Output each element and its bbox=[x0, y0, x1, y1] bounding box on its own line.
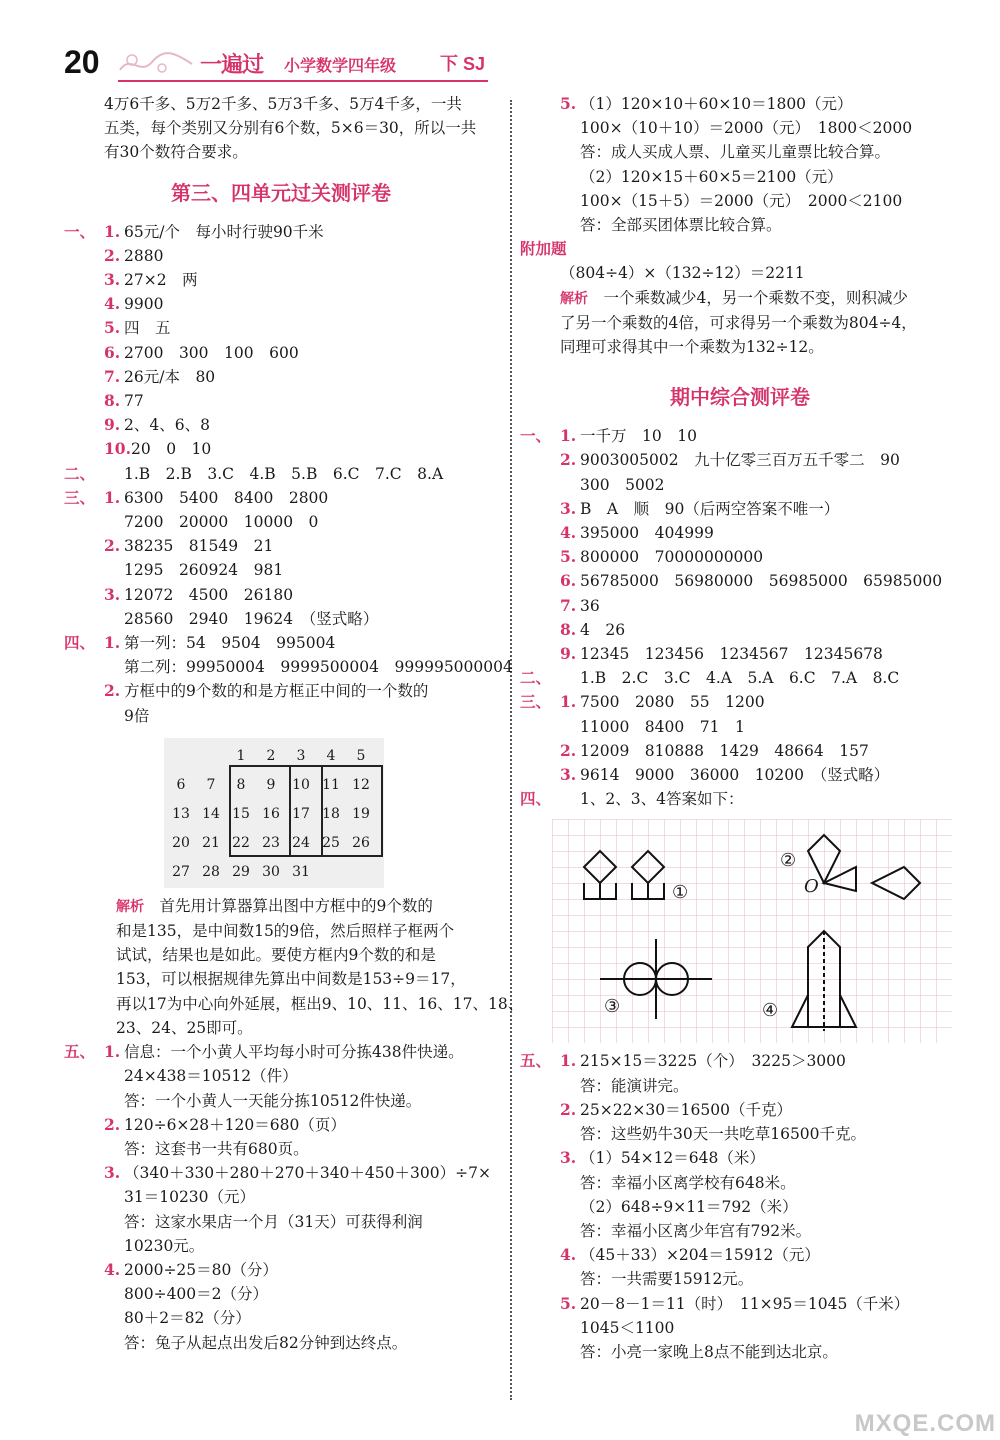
answer-text: 9614 9000 36000 10200 （竖式略） bbox=[580, 766, 890, 785]
extra-answer: （804÷4）×（132÷12）＝2211 bbox=[560, 264, 805, 283]
text-line: 23、24、25即可。 bbox=[116, 1018, 253, 1037]
answer-text: B A 顺 90（后两空答案不唯一） bbox=[580, 499, 840, 518]
edition-tag: 下 SJ bbox=[440, 54, 486, 74]
grid-number: 10 bbox=[292, 776, 310, 793]
grid-number: 21 bbox=[202, 834, 220, 851]
answer-list bbox=[64, 220, 513, 728]
question-number: 2. bbox=[104, 1114, 121, 1134]
answer-text: 2880 bbox=[124, 246, 164, 265]
grid-number: 3 bbox=[296, 747, 306, 764]
question-number: 3. bbox=[560, 765, 577, 785]
answer-line bbox=[520, 666, 960, 690]
section-title: 第三、四单元过关测评卷 bbox=[171, 180, 391, 205]
part-marker: 二、 bbox=[520, 668, 552, 688]
question-number: 1. bbox=[104, 221, 121, 241]
answer-text: 800÷400＝2（分） bbox=[124, 1285, 269, 1304]
grid-number: 16 bbox=[262, 805, 280, 822]
answer-text: 2700 300 100 600 bbox=[124, 343, 299, 362]
text-line: 4万6千多、5万2千多、5万3千多、5万4千多，一共 bbox=[104, 95, 462, 113]
answer-list-2 bbox=[520, 424, 960, 811]
answer-line bbox=[520, 1074, 960, 1098]
answer-text: 答：一个小黄人一天能分拣10512件快递。 bbox=[124, 1091, 422, 1110]
answer-text: 7200 20000 10000 0 bbox=[124, 513, 319, 532]
grid-number: 9 bbox=[266, 776, 276, 793]
text-line: 和是135，是中间数15的9倍，然后照样子框两个 bbox=[116, 922, 455, 941]
answer-line bbox=[520, 545, 960, 569]
answer-line bbox=[520, 140, 960, 164]
answer-text: 20－8－1＝11（时） 11×95＝1045（千米） bbox=[580, 1294, 910, 1313]
grid-number: 14 bbox=[202, 805, 220, 822]
part-marker: 四、 bbox=[520, 789, 552, 809]
answer-text: 答：成人买成人票、儿童买儿童票比较合算。 bbox=[580, 143, 891, 162]
answer-line bbox=[520, 690, 960, 714]
question-number: 4. bbox=[104, 1259, 121, 1279]
grid-number: 24 bbox=[292, 834, 310, 851]
grid-number: 18 bbox=[322, 805, 340, 822]
answer-text: 答：兔子从起点出发后82分钟到达终点。 bbox=[124, 1333, 408, 1352]
answer-line bbox=[64, 1331, 498, 1355]
grid-number: 19 bbox=[352, 805, 370, 822]
answer-text: 395000 404999 bbox=[580, 524, 714, 543]
answer-line bbox=[520, 1243, 960, 1267]
part-marker: 三、 bbox=[520, 692, 552, 712]
answer-text: 215×15＝3225（个） 3225＞3000 bbox=[580, 1052, 846, 1071]
grid-number: 20 bbox=[172, 834, 190, 851]
answer-line bbox=[64, 1089, 498, 1113]
grid-number: 27 bbox=[172, 863, 190, 880]
answer-text: 答：这家水果店一个月（31天）可获得利润 bbox=[124, 1212, 423, 1231]
answer-line bbox=[520, 642, 960, 666]
answer-text: 300 5002 bbox=[580, 475, 665, 494]
answer-line bbox=[64, 655, 513, 679]
question-number: 8. bbox=[560, 619, 577, 639]
answer-text: 77 bbox=[124, 392, 144, 411]
question-number: 6. bbox=[560, 571, 577, 591]
answer-list-3 bbox=[520, 1049, 960, 1364]
grid-number: 23 bbox=[262, 834, 280, 851]
analysis-block bbox=[520, 286, 960, 360]
grid-number: 1 bbox=[236, 747, 246, 764]
grid-number: 5 bbox=[356, 747, 366, 764]
figure-label: ② bbox=[780, 850, 797, 872]
answer-line bbox=[520, 1195, 960, 1219]
grid-number: 4 bbox=[326, 747, 336, 764]
answer-text: 第一列：54 9504 995004 bbox=[124, 634, 336, 653]
answer-text: 11000 8400 71 1 bbox=[580, 717, 745, 736]
answer-line bbox=[520, 739, 960, 763]
answer-line bbox=[64, 486, 498, 510]
question-number: 1. bbox=[560, 692, 577, 712]
analysis-tag: 解析 bbox=[560, 290, 588, 307]
grid-number: 28 bbox=[202, 863, 220, 880]
answer-text: 答：小亮一家晚上8点不能到达北京。 bbox=[580, 1342, 838, 1361]
answer-line bbox=[520, 424, 960, 448]
answer-text: 28560 2940 19624 （竖式略） bbox=[124, 609, 379, 628]
answer-text: 答：幸福小区离少年宫有792米。 bbox=[580, 1221, 812, 1240]
intro-block bbox=[64, 92, 498, 165]
question-number: 3. bbox=[104, 270, 121, 290]
answer-text: 信息：一个小黄人平均每小时可分拣438件快递。 bbox=[124, 1043, 464, 1062]
answer-line bbox=[520, 1122, 960, 1146]
answer-line bbox=[520, 569, 960, 593]
question-number: 5. bbox=[560, 1293, 577, 1313]
question-number: 1. bbox=[560, 426, 577, 446]
answer-text: 9003005002 九十亿零三百万五千零二 90 bbox=[580, 451, 900, 470]
answer-line bbox=[64, 679, 498, 703]
page-number: 20 bbox=[64, 44, 100, 80]
grid-number: 29 bbox=[232, 863, 250, 880]
answer-line bbox=[520, 1146, 960, 1170]
answer-text: 26元/本 80 bbox=[124, 367, 216, 386]
answer-line bbox=[64, 292, 498, 316]
question-number: 3. bbox=[560, 1148, 577, 1168]
subject-title: 小学数学四年级 bbox=[284, 56, 397, 75]
answer-text: 56785000 56980000 56985000 65985000 bbox=[580, 572, 943, 591]
answer-text: 1295 260924 981 bbox=[124, 561, 284, 580]
question-number: 1. bbox=[560, 1051, 577, 1071]
answer-line bbox=[520, 213, 960, 237]
answer-text: 38235 81549 21 bbox=[124, 537, 274, 556]
answer-line bbox=[520, 92, 960, 116]
answer-list-2 bbox=[64, 1040, 498, 1355]
answer-line bbox=[520, 618, 960, 642]
question-number: 2. bbox=[104, 245, 121, 265]
grid-number: 25 bbox=[322, 834, 340, 851]
answer-line bbox=[64, 1258, 498, 1282]
answer-text: 20 0 10 bbox=[130, 440, 212, 459]
answer-line bbox=[520, 763, 960, 787]
answer-text: 12345 123456 1234567 12345678 bbox=[580, 645, 883, 664]
answer-line bbox=[64, 1161, 498, 1185]
question-number: 5. bbox=[560, 547, 577, 567]
answer-line bbox=[520, 1098, 960, 1122]
section-title: 期中综合测评卷 bbox=[670, 385, 810, 410]
answer-line bbox=[64, 1137, 498, 1161]
answer-text: 100×（15＋5）＝2000（元） 2000＜2100 bbox=[580, 191, 903, 210]
grid-number: 7 bbox=[206, 776, 216, 793]
page-header bbox=[0, 0, 1000, 90]
answer-line bbox=[520, 1340, 960, 1364]
answer-text: 27×2 两 bbox=[124, 271, 198, 290]
answer-text: 答：一共需要15912元。 bbox=[580, 1270, 754, 1289]
grid-number: 17 bbox=[292, 805, 310, 822]
question-number: 2. bbox=[104, 681, 121, 701]
question-number: 1. bbox=[104, 1042, 121, 1062]
text-line: 首先用计算器算出图中方框中的9个数的 bbox=[159, 896, 433, 915]
extra-title: 附加题 bbox=[520, 240, 567, 259]
answer-text: 答：这些奶牛30天一共吃草16500千克。 bbox=[580, 1125, 867, 1144]
question-number: 7. bbox=[560, 595, 577, 615]
answer-text: 答：这套书一共有680页。 bbox=[124, 1139, 309, 1158]
question-number: 6. bbox=[104, 342, 121, 362]
answer-line bbox=[64, 607, 498, 631]
answer-line bbox=[64, 1064, 498, 1088]
answer-text: 方框中的9个数的和是方框正中间的一个数的 bbox=[124, 682, 429, 701]
decoration-icon bbox=[118, 46, 196, 80]
analysis-block bbox=[64, 894, 524, 1040]
answer-text: 36 bbox=[580, 596, 600, 615]
answer-text: 1.B 2.B 3.C 4.B 5.B 6.C 7.C 8.A bbox=[124, 464, 444, 483]
answer-line bbox=[520, 165, 960, 189]
answer-text: （340＋330＋280＋270＋340＋450＋300）÷7× bbox=[124, 1164, 491, 1183]
figure-label: O bbox=[804, 876, 819, 898]
text-line: 再以17为中心向外延展，框出9、10、11、16、17、18、 bbox=[116, 994, 524, 1013]
answer-text: 答：能演讲完。 bbox=[580, 1076, 689, 1095]
answer-text: 65元/个 每小时行驶90千米 bbox=[124, 222, 324, 241]
grid-number: 31 bbox=[292, 863, 310, 880]
answer-text: 100×（10＋10）＝2000（元） 1800＜2000 bbox=[580, 119, 913, 138]
answer-line bbox=[64, 1282, 498, 1306]
figure-label: ④ bbox=[762, 1000, 779, 1022]
part-marker: 一、 bbox=[64, 221, 96, 241]
answer-text: 四 五 bbox=[124, 319, 171, 338]
grid-number: 30 bbox=[262, 863, 280, 880]
answer-text: （45＋33）×204＝15912（元） bbox=[580, 1246, 820, 1265]
answer-line bbox=[64, 1210, 498, 1234]
part-marker: 四、 bbox=[64, 633, 96, 653]
answer-text: 1045＜1100 bbox=[580, 1318, 675, 1337]
answer-text: （1）120×10＋60×10＝1800（元） bbox=[580, 95, 853, 113]
question-number: 5. bbox=[560, 94, 577, 113]
question-number: 5. bbox=[104, 318, 121, 338]
answer-line bbox=[64, 704, 498, 728]
part-marker: 二、 bbox=[64, 463, 96, 483]
answer-line bbox=[64, 534, 498, 558]
answer-line bbox=[520, 787, 960, 811]
answer-text: 800000 70000000000 bbox=[580, 548, 764, 567]
text-line: 五类，每个类别又分别有6个数，5×6＝30，所以一共 bbox=[104, 119, 477, 138]
question-number: 2. bbox=[560, 1099, 577, 1119]
answer-text: （2）120×15＋60×5＝2100（元） bbox=[580, 167, 843, 186]
answer-text: 一千万 10 10 bbox=[580, 427, 697, 446]
question-number: 2. bbox=[560, 740, 577, 760]
grid-number: 11 bbox=[322, 776, 340, 793]
question-number: 3. bbox=[104, 584, 121, 604]
text-line: 了另一个乘数的4倍，可求得另一个乘数为804÷4， bbox=[560, 313, 917, 332]
question-number: 9. bbox=[560, 644, 577, 664]
answer-line bbox=[64, 268, 498, 292]
analysis-tag: 解析 bbox=[116, 898, 144, 915]
answer-text: 120÷6×28＋120＝680（页） bbox=[124, 1115, 346, 1134]
answer-line bbox=[64, 510, 498, 534]
grid-number: 15 bbox=[232, 805, 250, 822]
answer-line bbox=[520, 1171, 960, 1195]
question-number: 8. bbox=[104, 391, 121, 411]
question-number: 2. bbox=[104, 536, 121, 556]
grid-number: 6 bbox=[176, 776, 186, 793]
answer-line bbox=[64, 341, 498, 365]
text-line: 试试，结果也是如此。要使方框内9个数的和是 bbox=[116, 946, 436, 965]
answer-line bbox=[520, 1316, 960, 1340]
grid-number: 2 bbox=[266, 747, 276, 764]
grid-number: 12 bbox=[352, 776, 370, 793]
answer-text: 25×22×30＝16500（千克） bbox=[580, 1100, 792, 1119]
question-number: 10. bbox=[104, 439, 131, 459]
answer-text: 6300 5400 8400 2800 bbox=[124, 488, 329, 507]
grid-number: 26 bbox=[352, 834, 370, 851]
answer-line bbox=[520, 1219, 960, 1243]
answer-line bbox=[64, 220, 498, 244]
question-number: 1. bbox=[104, 633, 121, 653]
answer-text: 2、4、6、8 bbox=[124, 416, 210, 435]
right-column bbox=[520, 92, 960, 1364]
question-number: 4. bbox=[104, 294, 121, 314]
answer-line bbox=[64, 437, 498, 461]
answer-line bbox=[64, 462, 498, 486]
grid-number: 13 bbox=[172, 805, 190, 822]
question-number: 1. bbox=[104, 487, 121, 507]
answer-line bbox=[520, 715, 960, 739]
column-divider bbox=[510, 100, 512, 1400]
answer-text: 答：幸福小区离学校有648米。 bbox=[580, 1173, 796, 1192]
text-line: 同理可求得其中一个乘数为132÷12。 bbox=[560, 338, 824, 357]
answer-line bbox=[520, 116, 960, 140]
question-number: 3. bbox=[560, 498, 577, 518]
answer-line bbox=[520, 497, 960, 521]
header-rule bbox=[118, 80, 488, 82]
answer-text: 31＝10230（元） bbox=[124, 1188, 256, 1207]
answer-line bbox=[520, 448, 960, 472]
answer-text: （1）54×12＝648（米） bbox=[580, 1149, 765, 1168]
answer-text: 4 26 bbox=[580, 620, 626, 639]
answer-line bbox=[520, 521, 960, 545]
answer-line bbox=[64, 631, 498, 655]
answer-text: 9900 bbox=[124, 295, 164, 314]
answer-text: 第二列：99950004 9999500004 999995000004 bbox=[124, 658, 513, 677]
figure-label: ① bbox=[672, 882, 689, 904]
answer-text: 24×438＝10512（件） bbox=[124, 1067, 298, 1086]
answer-line bbox=[64, 583, 498, 607]
watermark: MXQE.COM bbox=[854, 1410, 996, 1437]
answer-line bbox=[64, 1306, 498, 1330]
answer-text: 9倍 bbox=[124, 706, 150, 725]
question-number: 2. bbox=[560, 450, 577, 470]
answer-text: 1、2、3、4答案如下： bbox=[580, 790, 744, 809]
question-number: 4. bbox=[560, 523, 577, 543]
answer-text: （2）648÷9×11＝792（米） bbox=[580, 1197, 798, 1216]
answer-line bbox=[64, 244, 498, 268]
answer-line bbox=[520, 473, 960, 497]
part-marker: 一、 bbox=[520, 426, 552, 446]
answer-text: 7500 2080 55 1200 bbox=[580, 693, 765, 712]
question-number: 9. bbox=[104, 415, 121, 435]
answer-line bbox=[64, 1040, 498, 1064]
answer-text: 12072 4500 26180 bbox=[124, 585, 294, 604]
grid-number: 22 bbox=[232, 834, 250, 851]
brand-logo: 一遍过 bbox=[200, 53, 264, 78]
answer-line bbox=[520, 1267, 960, 1291]
figure-label: ③ bbox=[604, 996, 621, 1018]
answer-line bbox=[64, 1234, 498, 1258]
answer-line bbox=[64, 558, 498, 582]
answer-text: 12009 810888 1429 48664 157 bbox=[580, 741, 869, 760]
answer-line bbox=[520, 1049, 960, 1073]
text-line: 153，可以根据规律先算出中间数是153÷9＝17， bbox=[116, 970, 466, 989]
part-marker: 三、 bbox=[64, 487, 96, 507]
answer-line bbox=[520, 594, 960, 618]
question-number: 3. bbox=[104, 1163, 121, 1183]
left-column bbox=[64, 92, 524, 1355]
answer-text: 2000÷25＝80（分） bbox=[124, 1260, 278, 1279]
answer-line bbox=[520, 189, 960, 213]
answer-line bbox=[64, 413, 498, 437]
answer-line bbox=[64, 365, 498, 389]
answer-text: 80＋2＝82（分） bbox=[124, 1309, 251, 1328]
answer-line bbox=[520, 1292, 960, 1316]
geometry-figure bbox=[552, 819, 952, 1043]
answer-line bbox=[64, 1113, 498, 1137]
answer-text: 答：全部买团体票比较合算。 bbox=[580, 216, 782, 235]
grid-number: 8 bbox=[236, 776, 246, 793]
answer-text: 1.B 2.C 3.C 4.A 5.A 6.C 7.A 8.C bbox=[580, 669, 900, 688]
question-number: 4. bbox=[560, 1245, 577, 1265]
answer-line bbox=[64, 1185, 498, 1209]
text-line: 有30个数符合要求。 bbox=[104, 143, 248, 162]
answer-line bbox=[64, 316, 498, 340]
part-marker: 五、 bbox=[64, 1042, 96, 1062]
number-grid-figure bbox=[164, 738, 384, 888]
part-marker: 五、 bbox=[520, 1051, 552, 1071]
question-number: 7. bbox=[104, 366, 121, 386]
answer-list bbox=[520, 92, 960, 237]
answer-text: 10230元。 bbox=[124, 1236, 205, 1255]
text-line: 一个乘数减少4，另一个乘数不变，则积减少 bbox=[603, 288, 908, 307]
answer-line bbox=[64, 389, 498, 413]
